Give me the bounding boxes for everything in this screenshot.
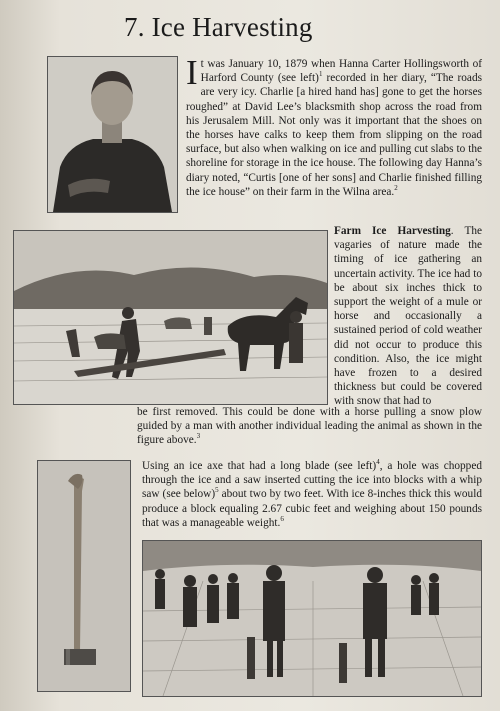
footnote-ref-3: 3	[196, 432, 201, 441]
ice-axe-image	[37, 460, 131, 692]
footnote-ref-4: 4	[376, 458, 380, 467]
farm-paragraph-continued	[137, 405, 482, 448]
farm-text-continued: be first removed. This could be done with a horse pulling a snow plow guided by a man with another individual leading the animal as shown in the figure above.	[137, 406, 482, 447]
footnote-ref-1: 1	[318, 70, 323, 79]
drop-cap: I	[186, 53, 198, 92]
intro-paragraph	[186, 53, 482, 199]
portrait-photo	[47, 56, 178, 213]
footnote-ref-2: 2	[394, 184, 398, 193]
axe-text-2: , a hole was chopped through the ice and a saw inserted cutting the ice into blocks with a whip saw (see below)	[142, 460, 482, 501]
farm-heading: Farm Ice Harvesting	[334, 225, 451, 237]
chapter-title: 7. Ice Harvesting	[124, 12, 313, 42]
axe-text-3: about two by two feet. With ice 8-inches thick this would produce a block equaling 2.67 cubic feet and weighing about 150 pounds that was a manageable weight.	[142, 488, 482, 529]
farm-text: . The vagaries of nature made the timing of ice gathering an uncertain activity. The ice had to be about six inches thick to support the weight of a mule or horse and occasionally a sustained period of cold weather did not occur to produce this condition. Also, the ice might have frozen to a desired thickness but could be covered with snow that had to	[334, 225, 483, 408]
ice-cutting-engraving	[142, 540, 482, 697]
footnote-ref-5: 5	[215, 486, 219, 495]
axe-text-1: Using an ice axe that had a long blade (see left)	[142, 460, 377, 472]
horse-snow-plow-engraving	[13, 230, 328, 405]
footnote-ref-6: 6	[280, 515, 284, 524]
axe-paragraph	[142, 459, 482, 530]
intro-text-2: recorded in her diary, “The roads are very icy. Charlie [a hired hand has] gone to get the horses roughed” at David Lee’s blacksmith shop across the road from his Jerusalem Mill. Not only was it important that the shoes on the horses have calks to keep them from slipping on the road surface, but also when walking on ice and pulling cut slabs to the shoreline for storage in the ice house. The following day Hanna’s diary noted, “Curtis [one of her sons] and Charlie finished filling the ice house” on their farm in the Wilna area.	[186, 72, 482, 198]
farm-paragraph	[334, 224, 482, 409]
intro-text-1: t was January 10, 1879 when Hanna Carter Hollingsworth of Harford County (see left)	[200, 58, 482, 85]
